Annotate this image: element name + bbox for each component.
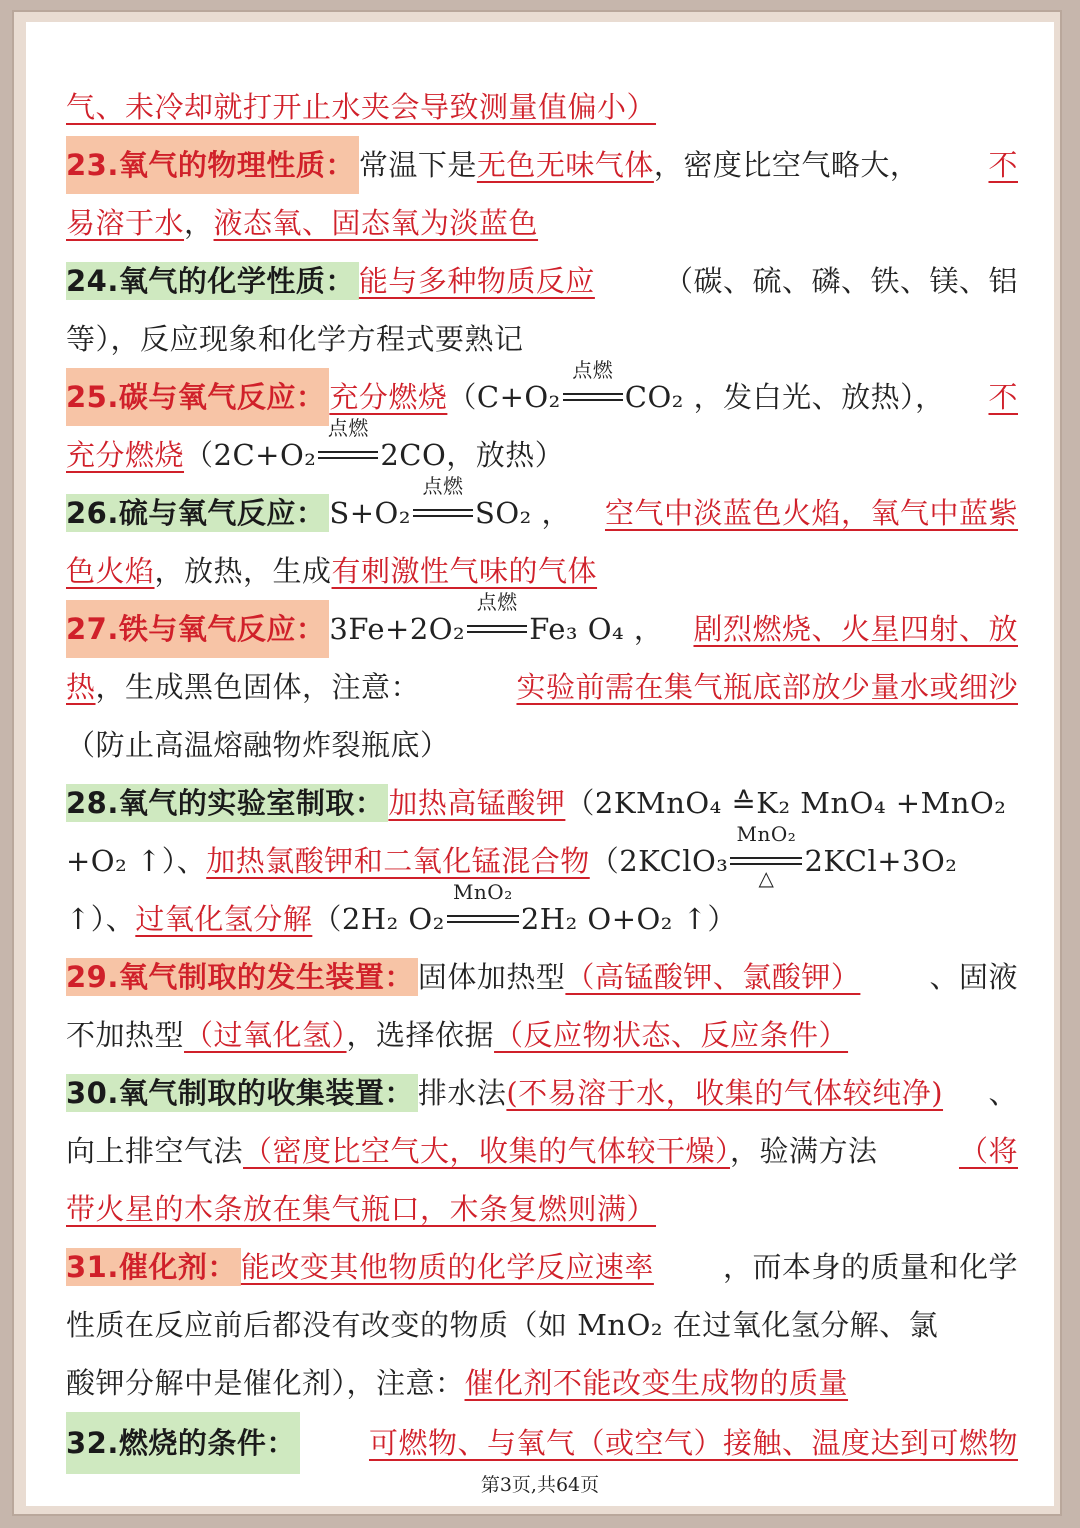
text: 加热氯酸钾和二氧化锰混合物: [206, 844, 590, 878]
text: 、: [988, 1076, 1018, 1110]
text: 充分燃烧: [329, 380, 448, 414]
item-24-cont: [66, 310, 1018, 368]
text: ↑）、: [66, 902, 136, 936]
text: 催化剂不能改变生成物的质量: [464, 1366, 849, 1400]
text: 2CO，放热）: [380, 438, 565, 472]
item-31-cont: [66, 1296, 1018, 1354]
reaction-arrow: [563, 358, 623, 409]
item-28: [66, 774, 1018, 832]
page-number: 第3页,共64页: [480, 1474, 600, 1496]
item-27: [66, 590, 1018, 658]
item-24: [66, 252, 1018, 310]
text: 加热高锰酸钾: [388, 786, 566, 820]
text: ，发白光、放热），: [693, 380, 945, 414]
text: 空气中淡蓝色火焰，氧气中蓝紫: [604, 496, 1018, 530]
item-25: [66, 358, 1018, 426]
heading: 26.硫与氧气反应：: [66, 494, 329, 532]
text: ，: [184, 206, 214, 240]
reaction-arrow: [318, 416, 378, 467]
text: 不: [988, 380, 1018, 414]
text: 2H₂ O+O₂ ↑）: [520, 902, 737, 936]
text: 等），反应现象和化学方程式要熟记: [66, 322, 524, 356]
text: ，而本身的质量和化学: [722, 1250, 1018, 1284]
heading: 23.氧气的物理性质：: [66, 136, 359, 194]
text: 、固液: [929, 960, 1018, 994]
text: 性质在反应前后都没有改变的物质（如 MnO₂ 在过氧化氢分解、氯: [66, 1308, 939, 1342]
text: 易溶于水: [66, 206, 185, 240]
heat-symbol: △: [758, 866, 775, 890]
text: 过氧化氢分解: [135, 902, 313, 936]
text: （2KClO₃: [589, 844, 729, 878]
document-content: [66, 78, 1018, 1470]
text: ，放热，生成: [154, 554, 332, 588]
text: 能与多种物质反应: [358, 264, 595, 298]
item-30-cont: [66, 1122, 1018, 1180]
item-26: [66, 474, 1018, 542]
heading: 25.碳与氧气反应：: [66, 368, 329, 426]
text: 常温下是: [358, 148, 477, 182]
heading: 27.铁与氧气反应：: [66, 600, 329, 658]
heading: 29.氧气制取的发生装置：: [66, 958, 418, 996]
text: S+O₂: [329, 496, 411, 530]
text: 剧烈燃烧、火星四射、放: [693, 612, 1018, 646]
text: 色火焰: [66, 554, 155, 588]
condition: 点燃: [422, 474, 464, 498]
reaction-arrow: [730, 822, 802, 890]
item-31: [66, 1238, 1018, 1296]
heading: 24.氧气的化学性质：: [66, 262, 359, 300]
text: +O₂ ↑）、: [66, 844, 207, 878]
item-30: [66, 1064, 1018, 1122]
item-28-cont2: [66, 880, 1018, 948]
item-27-cont: [66, 658, 1018, 716]
line-continuation: [66, 78, 1018, 136]
text: 液态氧、固态氧为淡蓝色: [213, 206, 539, 240]
catalyst: MnO₂: [736, 822, 797, 846]
text: 3Fe+2O₂: [329, 612, 466, 646]
item-29: [66, 948, 1018, 1006]
heading: 30.氧气制取的收集装置：: [66, 1074, 418, 1112]
reaction-arrow: [447, 880, 519, 931]
text: 热: [66, 670, 96, 704]
item-26-cont: [66, 542, 1018, 600]
text: 不加热型: [66, 1018, 185, 1052]
heading: 31.催化剂：: [66, 1248, 241, 1286]
reaction-arrow: [467, 590, 527, 641]
item-27-cont2: [66, 716, 1018, 774]
heading: 28.氧气的实验室制取：: [66, 784, 388, 822]
text: CO₂: [624, 380, 684, 414]
text: 排水法: [417, 1076, 507, 1110]
text: 气、未冷却就打开止水夹会导致测量值偏小）: [66, 90, 657, 124]
text: 实验前需在集气瓶底部放少量水或细沙: [516, 670, 1018, 704]
text: （2KMnO₄ ≙K₂ MnO₄ +MnO₂: [565, 786, 1007, 820]
text: ，: [633, 612, 664, 646]
text: Fe₃ O₄: [529, 612, 625, 646]
text: (不易溶于水，收集的气体较纯净): [506, 1076, 944, 1110]
item-31-cont2: [66, 1354, 1018, 1412]
text: （防止高温熔融物炸裂瓶底）: [66, 728, 450, 762]
text: 带火星的木条放在集气瓶口，木条复燃则满）: [66, 1192, 657, 1226]
item-30-cont2: [66, 1180, 1018, 1238]
text: 2KCl+3O₂: [804, 844, 958, 878]
text: （过氧化氢）: [184, 1018, 347, 1052]
text: ，: [541, 496, 571, 530]
item-23-cont: [66, 194, 1018, 252]
condition: 点燃: [572, 358, 614, 382]
heading: 32.燃烧的条件：: [66, 1412, 300, 1474]
text: 酸钾分解中是催化剂），注意：: [66, 1366, 465, 1400]
text: 充分燃烧: [66, 438, 185, 472]
item-23: [66, 136, 1018, 194]
text: （2H₂ O₂: [312, 902, 445, 936]
text: ，密度比空气略大，: [653, 148, 920, 182]
text: （反应物状态、反应条件）: [494, 1018, 849, 1052]
condition: 点燃: [327, 416, 369, 440]
text: 可燃物、与氧气（或空气）接触、温度达到可燃物: [368, 1426, 1018, 1460]
item-32: [66, 1412, 1018, 1470]
text: （碳、硫、磷、铁、镁、铝: [663, 264, 1018, 298]
text: SO₂: [474, 496, 532, 530]
text: （将: [958, 1134, 1018, 1168]
catalyst: MnO₂: [452, 880, 513, 904]
text: 能改变其他物质的化学反应速率: [240, 1250, 654, 1284]
item-28-cont: [66, 822, 1018, 890]
text: （高锰酸钾、氯酸钾）: [565, 960, 861, 994]
condition: 点燃: [476, 590, 518, 614]
item-25-cont: [66, 416, 1018, 484]
text: 固体加热型: [417, 960, 566, 994]
text: （2C+O₂: [184, 438, 317, 472]
item-29-cont: [66, 1006, 1018, 1064]
text: ，验满方法: [730, 1134, 878, 1168]
text: （C+O₂: [447, 380, 561, 414]
text: ，生成黑色固体，注意：: [95, 670, 421, 704]
text: 向上排空气法: [66, 1134, 244, 1168]
text: 有刺激性气味的气体: [331, 554, 598, 588]
text: ，选择依据: [346, 1018, 495, 1052]
text: 不: [988, 148, 1018, 182]
text: 无色无味气体: [476, 148, 654, 182]
reaction-arrow: [413, 474, 473, 525]
text: （密度比空气大，收集的气体较干燥）: [243, 1134, 731, 1168]
